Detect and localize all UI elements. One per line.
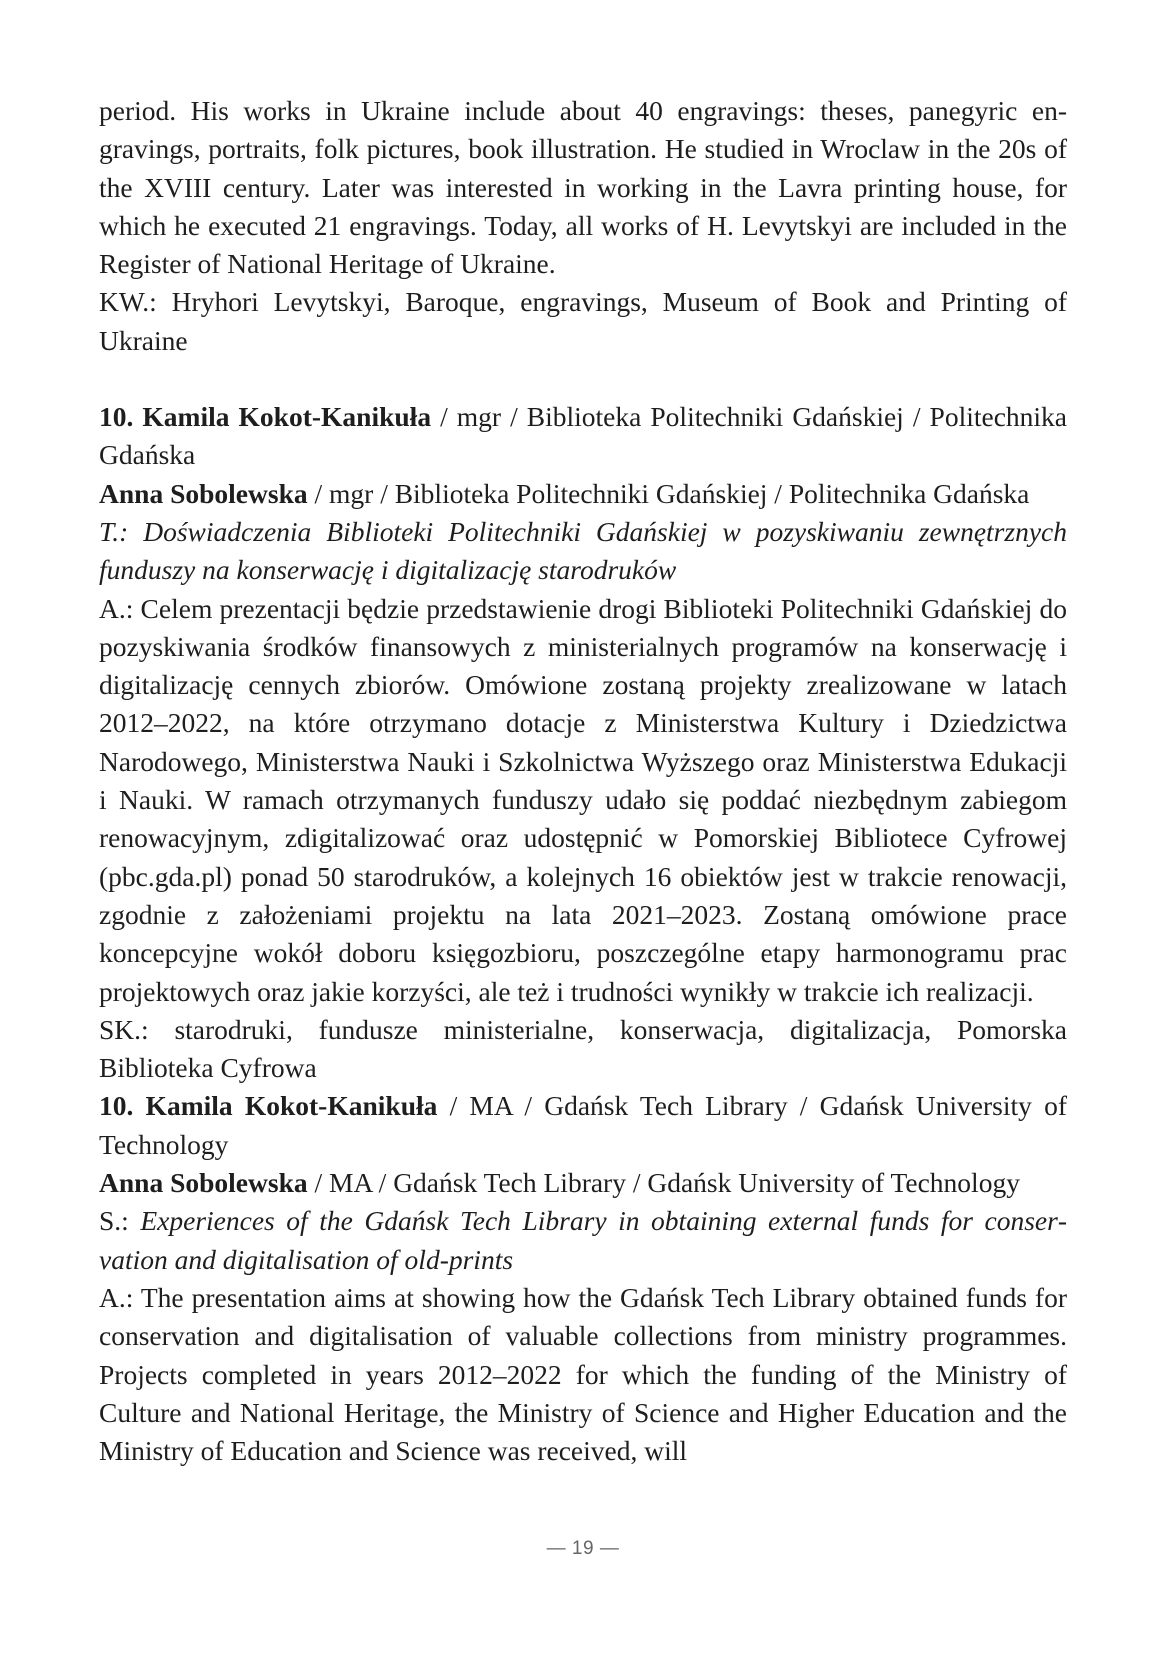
author-name: Anna Sobolewska	[99, 477, 308, 509]
author-name: 10. Kamila Kokot-Kanikuła	[99, 401, 432, 433]
author-affiliation: / MA / Gdańsk Tech Library / Gdańsk University of Technology	[99, 1090, 1067, 1160]
talk-title	[99, 513, 1067, 590]
author-line-2	[99, 475, 1067, 513]
page-number: — 19 —	[546, 1538, 620, 1559]
title-prefix: S.:	[99, 1205, 141, 1237]
abstract: A.: Celem prezentacji będzie przedstawienie drogi Biblioteki Politechniki Gdańskiej do pozyskiwania środków finansowych z ministerialnych programów na konserwację i digitalizację cennych zbiorów. Omówione zostaną projekty zrealizowane w latach 2012–2022, na które otrzymano dotacje z Ministerstwa Kultury i Dziedzictwa Narodowego, Ministerstwa Nauki i Szkolnictwa Wyższego oraz Ministerstwa Edukacji i Nauki. W ramach otrzymanych funduszy udało się poddać niezbędnym zabiegom renowacyjnym, zdigitalizować oraz udostępnić w Pomorskiej Bibliotece Cyfrowej (pbc.gda.pl) ponad 50 starodruków, a kolejnych 16 obiektów jest w trakcie renowacji, zgodnie z założeniami projektu na lata 2021–2023. Zostaną omówione prace koncepcyjne wokół doboru księgozbioru, poszczególne etapy harmonogramu prac projektowych oraz jakie korzyści, ale też i trudności wynikły w trakcie ich realizacji.	[99, 592, 1067, 1007]
keywords: SK.: starodruki, fundusze ministerialne, konserwacja, digitalizacja, Pomorska Biblioteka Cyfrowa	[99, 1013, 1067, 1084]
title-text: Experiences of the Gdańsk Tech Library in obtaining external funds for conservation and digitalisation of old-prints	[99, 1205, 1067, 1275]
author-name: Anna Sobolewska	[99, 1167, 308, 1199]
abstract: A.: The presentation aims at showing how the Gdańsk Tech Library obtained funds for conservation and digitalisation of valuable collections from ministry programmes. Projects completed in years 2012–2022 for which the funding of the Ministry of Culture and National Heritage, the Ministry of Science and Higher Education and the Ministry of Education and Science was received, will	[99, 1281, 1067, 1467]
page-body	[99, 92, 1067, 1470]
continuation-abstract: period. His works in Ukraine include about 40 engravings: theses, panegyric engravings, portraits, folk pictures, book illustration. He studied in Wroclaw in the 20s of the XVIII century. Later was interested in working in the Lavra printing house, for which he executed 21 engravings. Today, all works of H. Levytskyi are included in the Register of National Heritage of Ukraine.	[99, 95, 1067, 280]
author-line-1	[99, 1087, 1067, 1164]
author-affiliation: / MA / Gdańsk Tech Library / Gdańsk University of Technology	[307, 1167, 1020, 1199]
entry-polish	[99, 398, 1067, 1087]
section-gap	[99, 360, 1067, 398]
talk-title	[99, 1202, 1067, 1279]
continuation-keywords: KW.: Hryhori Levytskyi, Baroque, engravings, Museum of Book and Printing of Ukraine	[99, 286, 1067, 356]
author-name: 10. Kamila Kokot-Kanikuła	[99, 1090, 438, 1122]
entry-english	[99, 1087, 1067, 1470]
author-line-2	[99, 1164, 1067, 1202]
author-affiliation: / mgr / Biblioteka Politechniki Gdańskiej / Politechnika Gdańska	[99, 401, 1067, 471]
author-affiliation: / mgr / Biblioteka Politechniki Gdańskiej / Politechnika Gdańska	[307, 477, 1030, 509]
title-prefix: T.:	[99, 515, 144, 547]
author-line-1	[99, 398, 1067, 475]
title-text: Doświadczenia Biblioteki Politechniki Gdańskiej w pozyskiwaniu zewnętrznych funduszy na konserwację i digitalizację starodruków	[99, 515, 1067, 586]
